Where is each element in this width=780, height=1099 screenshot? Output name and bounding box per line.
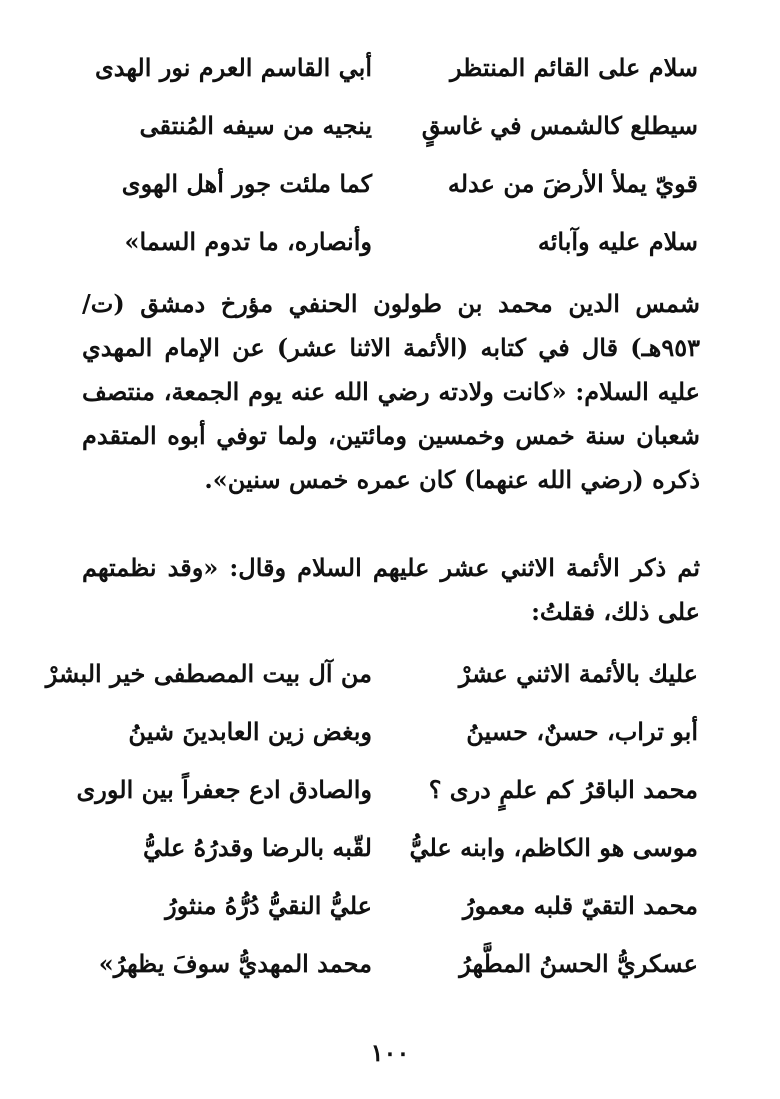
verse-second-hemistich: كما ملئت جور أهل الهوى [121, 168, 372, 198]
verse-second-hemistich: ينجيه من سيفه المُنتقى [139, 110, 372, 140]
verse-line [76, 760, 698, 818]
verse-second-hemistich: محمد المهديُّ سوفَ يظهرُ» [98, 948, 372, 978]
verse-line [45, 644, 698, 702]
verse-first-hemistich: محمد الباقرُ كم علمٍ درى ؟ [428, 774, 698, 804]
verse-second-hemistich: من آل بيت المصطفى خير البشرْ [45, 658, 372, 688]
verse-second-hemistich: وبغض زين العابدينَ شينُ [128, 716, 372, 746]
verse-second-hemistich: لقّبه بالرضا وقدرُهُ عليُّ [143, 832, 372, 862]
verse-second-hemistich: عليُّ النقيُّ دُرُّهُ منثورُ [165, 890, 372, 920]
verse-first-hemistich: عسكريُّ الحسنُ المطَّهرُ [459, 948, 698, 978]
verse-line [82, 212, 698, 270]
verse-second-hemistich: والصادق ادع جعفراً بين الورى [76, 774, 372, 804]
verse-line [82, 934, 698, 992]
verse-line [82, 38, 698, 96]
poem-twelve-imams [45, 644, 698, 992]
verse-first-hemistich: أبو تراب، حسنٌ، حسينُ [466, 716, 698, 746]
verse-line [82, 96, 698, 154]
verse-line [82, 702, 698, 760]
prose-paragraph-ibn-tulun: شمس الدين محمد بن طولون الحنفي مؤرخ دمشق (ت/ ٩٥٣هـ) قال في كتابه (الأئمة الاثنا عشر) عن الإمام المهدي عليه السلام: «كانت ولادته رضي الله عنه يوم الجمعة، منتصف شعبان سنة خمس وخمسين ومائتين، ولما توفي أبوه المتقدم ذكره (رضي الله عنهما) كان عمره خمس سنين». [82, 289, 700, 494]
verse-first-hemistich: سيطلع كالشمس في غاسقٍ [421, 110, 698, 140]
verse-first-hemistich: محمد التقيّ قلبه معمورُ [462, 890, 698, 920]
verse-line [82, 876, 698, 934]
verse-second-hemistich: وأنصاره، ما تدوم السما» [124, 226, 372, 256]
verse-first-hemistich: عليك بالأئمة الاثني عشرْ [458, 658, 698, 688]
page-number: ١٠٠ [370, 1038, 410, 1067]
verse-line [82, 154, 698, 212]
verse-second-hemistich: أبي القاسم العرم نور الهدى [94, 52, 372, 82]
verse-first-hemistich: موسى هو الكاظم، وابنه عليُّ [409, 832, 698, 862]
prose-paragraph-intro: ثم ذكر الأئمة الاثني عشر عليهم السلام وقال: «وقد نظمتهم على ذلك، فقلتُ: [82, 553, 700, 626]
verse-first-hemistich: قويّ يملأ الأرضَ من عدله [447, 168, 698, 198]
verse-first-hemistich: سلام عليه وآبائه [537, 226, 698, 256]
verse-first-hemistich: سلام على القائم المنتظر [450, 52, 698, 82]
verse-line [82, 818, 698, 876]
poem-top [82, 38, 698, 270]
